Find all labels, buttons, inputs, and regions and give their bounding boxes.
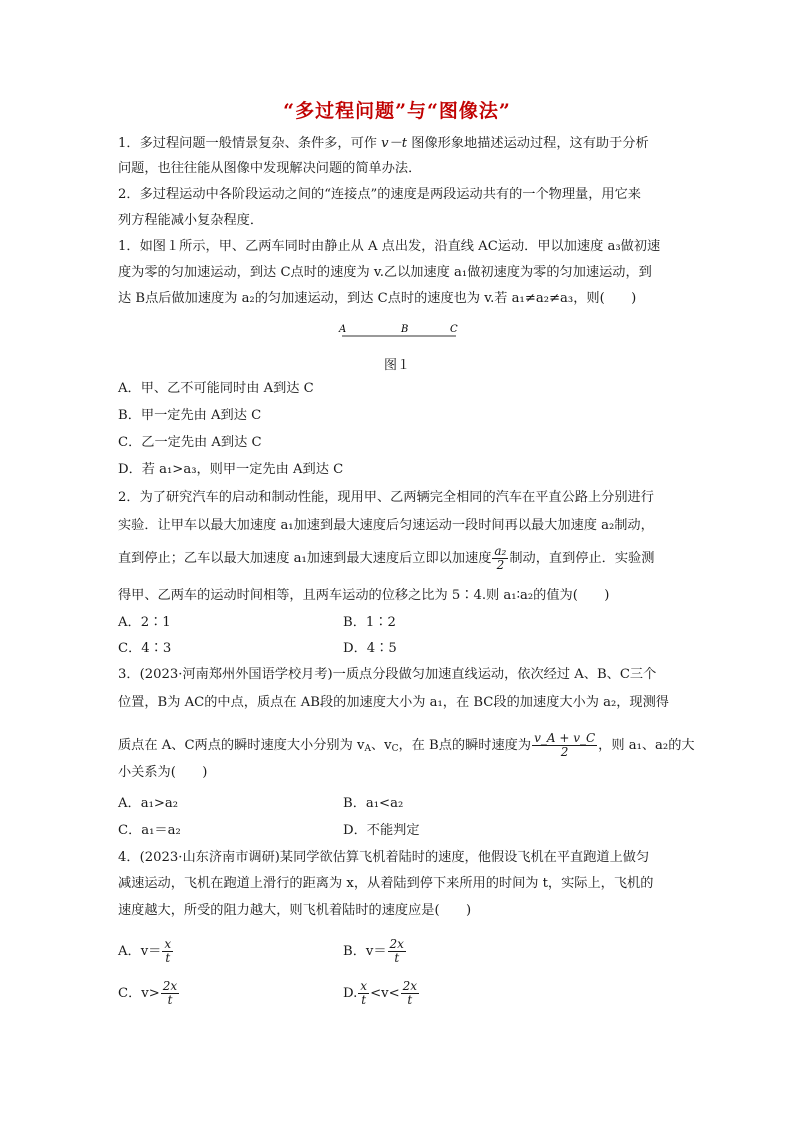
q4-line-3: 速度越大，所受的阻力越大，则飞机着陆时的速度应是( ) xyxy=(118,903,472,918)
q3-line-3 xyxy=(118,731,695,759)
intro-variable: v－t xyxy=(381,136,408,151)
q3-option-c: C．a₁＝a₂ xyxy=(118,823,181,838)
q3-text: 、v xyxy=(370,738,392,753)
q4-option-d xyxy=(343,980,420,1007)
q2-line-4: 得甲、乙两车的运动时间相等，且两车运动的位移之比为 5∶4.则 a₁∶a₂的值为( ) xyxy=(118,588,610,603)
option-label: A．v＝ xyxy=(118,944,162,959)
q4-line-2: 减速运动，飞机在跑道上滑行的距离为 x，从着陆到停下来所用的时间为 t，实际上，飞机的 xyxy=(118,876,654,891)
q1-option-b: B．甲一定先由 A到达 C xyxy=(118,408,262,423)
fraction-numerator: x xyxy=(164,937,172,951)
q1-line-3: 达 B点后做加速度为 a₂的匀加速运动，到达 C点时的速度也为 v.若 a₁≠a₂≠a₃，则( ) xyxy=(118,291,637,306)
intro-text: 1．多过程问题一般情景复杂、条件多，可作 xyxy=(118,136,382,151)
option-fraction xyxy=(161,980,179,1007)
fraction-denominator: t xyxy=(361,993,367,1007)
option-fraction xyxy=(388,938,406,965)
intro-text: 图像形象地描述运动过程，这有助于分析 xyxy=(407,136,649,151)
intro-line-3: 2．多过程运动中各阶段运动之间的“连接点”的速度是两段运动共有的一个物理量，用它来 xyxy=(118,187,641,202)
q3-text: ，则 a₁、a₂的大 xyxy=(598,738,695,753)
q2-line-1: 2．为了研究汽车的启动和制动性能，现用甲、乙两辆完全相同的汽车在平直公路上分别进行 xyxy=(118,490,654,505)
q2-line-2: 实验．让甲车以最大加速度 a₁加速到最大速度后匀速运动一段时间再以最大加速度 a₂制动， xyxy=(118,518,654,533)
fraction-denominator: 2 xyxy=(496,558,505,572)
q1-option-c: C．乙一定先由 A到达 C xyxy=(118,435,262,450)
option-fraction xyxy=(162,938,173,965)
fraction-denominator: t xyxy=(394,951,400,965)
figure-point-a: A xyxy=(339,324,347,335)
q4-option-a xyxy=(118,938,174,965)
page-title: “多过程问题”与“图像法” xyxy=(283,100,511,122)
q4-line-1: 4．(2023·山东济南市调研)某同学欲估算飞机着陆时的速度，他假设飞机在平直跑道上做匀 xyxy=(118,850,650,865)
fraction-numerator: 2x xyxy=(162,979,178,993)
q3-fraction xyxy=(532,732,597,759)
q3-option-b: B．a₁<a₂ xyxy=(343,796,404,811)
subscript-c: C xyxy=(391,744,399,754)
q3-option-a: A．a₁>a₂ xyxy=(118,796,179,811)
q2-option-b: B．1∶2 xyxy=(343,615,396,630)
q1-option-a: A．甲、乙不可能同时由 A到达 C xyxy=(118,381,314,396)
q4-option-c xyxy=(118,980,180,1007)
subscript-a: A xyxy=(364,744,371,754)
fraction-numerator: 2x xyxy=(402,979,418,993)
intro-line-4: 列方程能减小复杂程度． xyxy=(118,213,264,228)
q3-line-2: 位置，B为 AC的中点，质点在 AB段的加速度大小为 a₁，在 BC段的加速度大小为 a₂，现测得 xyxy=(118,695,669,710)
fraction-numerator: a₂ xyxy=(494,544,507,558)
q2-text: 直到停止；乙车以最大加速度 a₁加速到最大速度后立即以加速度 xyxy=(118,551,492,566)
fraction-denominator: t xyxy=(167,993,173,1007)
fraction-denominator: 2 xyxy=(560,745,569,759)
figure-1-diagram xyxy=(330,320,470,344)
q4-option-b xyxy=(343,938,407,965)
q2-option-d: D．4∶5 xyxy=(343,641,397,656)
q3-text: ，在 B点的瞬时速度为 xyxy=(398,738,532,753)
q2-line-3 xyxy=(118,545,688,572)
q2-fraction xyxy=(492,545,508,572)
option-fraction xyxy=(358,980,369,1007)
fraction-numerator: 2x xyxy=(389,937,404,951)
fraction-denominator: t xyxy=(407,993,413,1007)
q1-line-2: 度为零的匀加速运动，到达 C点时的速度为 v.乙以加速度 a₁做初速度为零的匀加速运动，到 xyxy=(118,265,652,280)
q2-text: 制动，直到停止．实验测 xyxy=(509,551,655,566)
fraction-numerator: v_A + v_C xyxy=(534,731,596,745)
figure-point-c: C xyxy=(450,324,458,335)
intro-line-1 xyxy=(118,135,688,153)
figure-1-caption: 图１ xyxy=(383,358,410,373)
fraction-denominator: t xyxy=(165,951,171,965)
q1-option-d: D．若 a₁>a₃，则甲一定先由 A到达 C xyxy=(118,462,344,477)
q2-option-c: C．4∶3 xyxy=(118,641,172,656)
fraction-numerator: x xyxy=(360,979,368,993)
intro-line-2: 问题，也往往能从图像中发现解决问题的简单办法． xyxy=(118,161,422,176)
option-label: B．v＝ xyxy=(343,944,387,959)
option-label: D. xyxy=(343,986,358,1001)
q3-line-1: 3．(2023·河南郑州外国语学校月考)一质点分段做匀加速直线运动，依次经过 A、B、C三个 xyxy=(118,667,657,682)
q3-text: 质点在 A、C两点的瞬时速度大小分别为 v xyxy=(118,738,365,753)
q2-option-a: A．2∶1 xyxy=(118,615,171,630)
q1-line-1: 1．如图１所示，甲、乙两车同时由静止从 A 点出发，沿直线 AC运动．甲以加速度 a₃做初速 xyxy=(118,239,661,254)
q3-option-d: D．不能判定 xyxy=(343,823,420,838)
option-fraction xyxy=(401,980,419,1007)
option-label: C．v> xyxy=(118,986,160,1001)
option-text: <v< xyxy=(370,986,400,1001)
q3-line-4: 小关系为( ) xyxy=(118,765,208,780)
figure-point-b: B xyxy=(401,324,409,335)
